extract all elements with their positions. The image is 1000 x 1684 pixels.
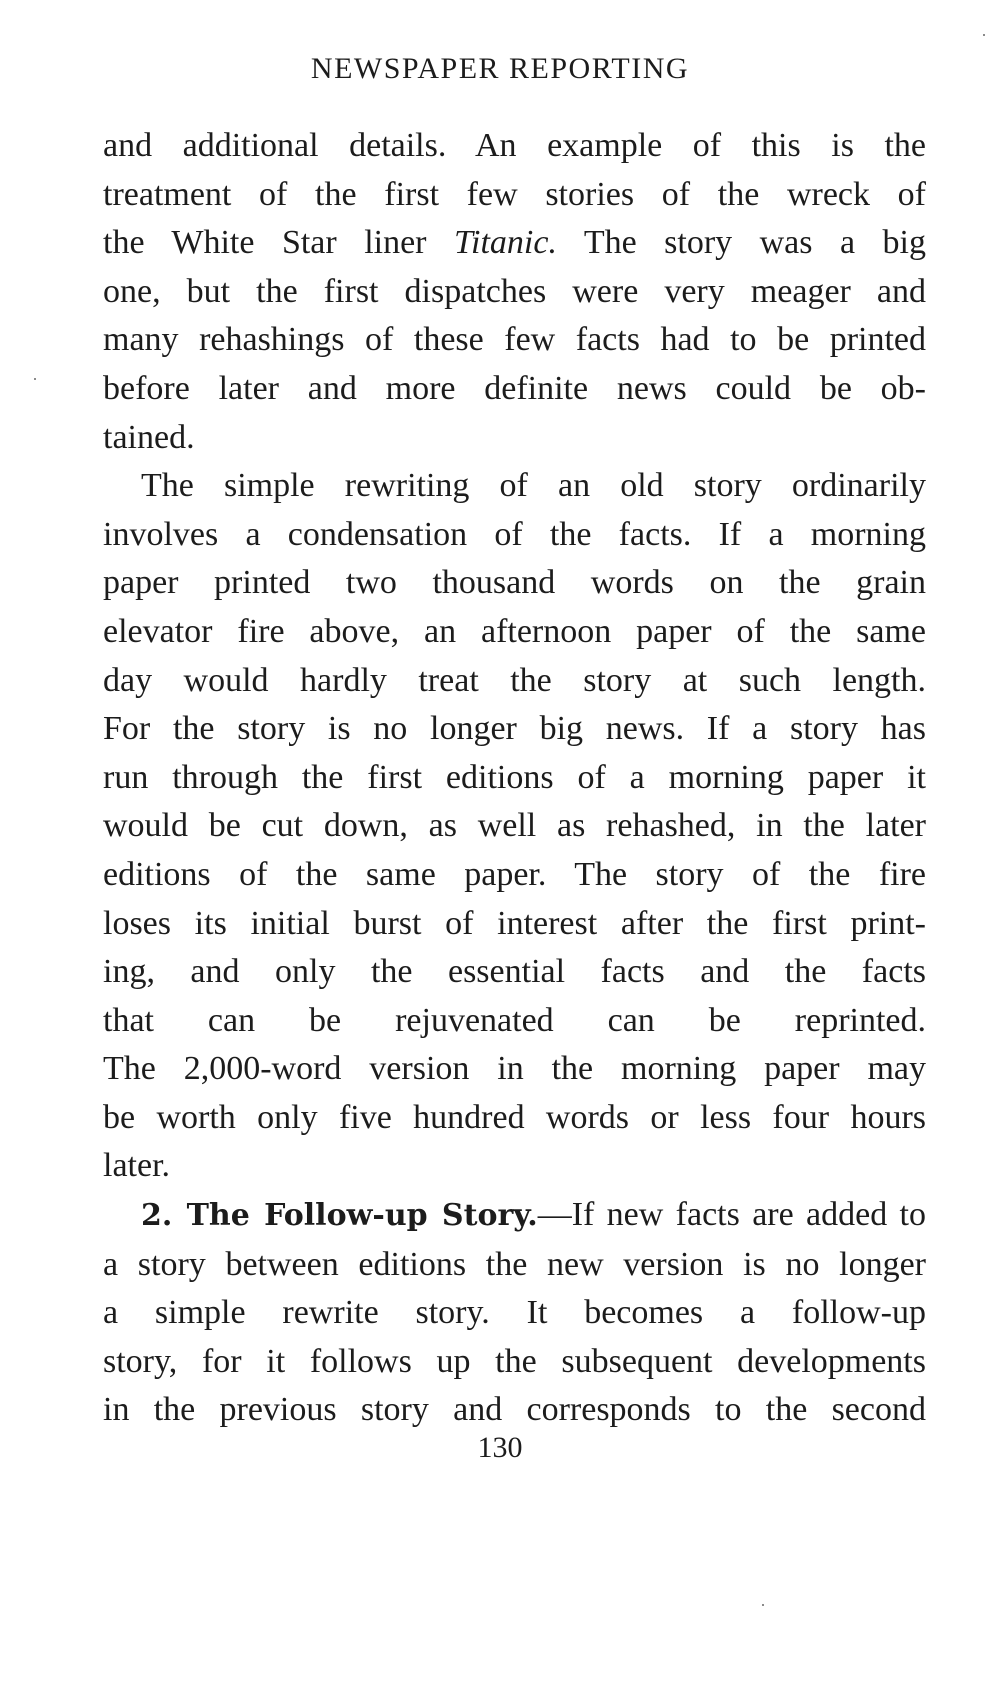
text-line-with-heading [103,1191,926,1241]
text-line: loses its initial burst of interest after the first print- [103,904,926,942]
section-heading: 2. The Follow-up Story. [141,1198,538,1234]
text-line: a simple rewrite story. It becomes a follow-up [103,1294,926,1332]
text-line: and additional details. An example of this is the [103,127,926,164]
text-line: story, for it follows up the subsequent developments [103,1342,926,1380]
print-speck [34,378,36,380]
text-line: The simple rewriting of an old story ordinarily [141,467,926,505]
ship-name-italic: Titanic. [453,224,557,262]
page-number: 130 [477,1431,523,1464]
text-line: day would hardly treat the story at such length. [103,661,926,699]
text-line: ing, and only the essential facts and the facts [103,953,926,991]
text-line: run through the first editions of a morning paper it [103,758,926,796]
text-line: editions of the same paper. The story of the fire [103,855,926,893]
text-line: one, but the first dispatches were very meager and [103,272,926,310]
print-speck [762,1604,764,1606]
text-line: be worth only five hundred words or less four hours [103,1098,926,1136]
paragraph-rewriting [103,462,926,1191]
text-line: later. [103,1147,171,1185]
text-line: The 2,000-word version in the morning paper may [103,1050,926,1088]
text-line: would be cut down, as well as rehashed, in the later [103,807,926,845]
text-line: treatment of the first few stories of the wreck of [103,175,926,213]
text-line: before later and more definite news could be ob- [103,369,926,407]
text-line: a story between editions the new version is no longer [103,1245,926,1283]
text-line: tained. [103,418,195,456]
text-line: paper printed two thousand words on the grain [103,564,926,602]
running-head: NEWSPAPER REPORTING [310,52,690,85]
print-speck [983,34,985,36]
text-line: that can be rejuvenated can be reprinted. [103,1001,926,1039]
text-segment: The story was a big [556,224,926,262]
paragraph-follow-up-story [103,1191,926,1435]
text-line: elevator fire above, an afternoon paper of the same [103,612,926,650]
text-line: many rehashings of these few facts had to be printed [103,321,926,359]
text-line: involves a condensation of the facts. If a morning [103,515,926,553]
text-line: For the story is no longer big news. If a story has [103,710,926,748]
text-line-with-italic [103,219,926,268]
text-line: in the previous story and corresponds to the second [103,1391,926,1429]
text-segment: —If new facts are added to [537,1196,926,1234]
body-text [103,122,926,1435]
text-segment: the White Star liner [103,224,454,262]
paragraph-continued [103,122,926,462]
